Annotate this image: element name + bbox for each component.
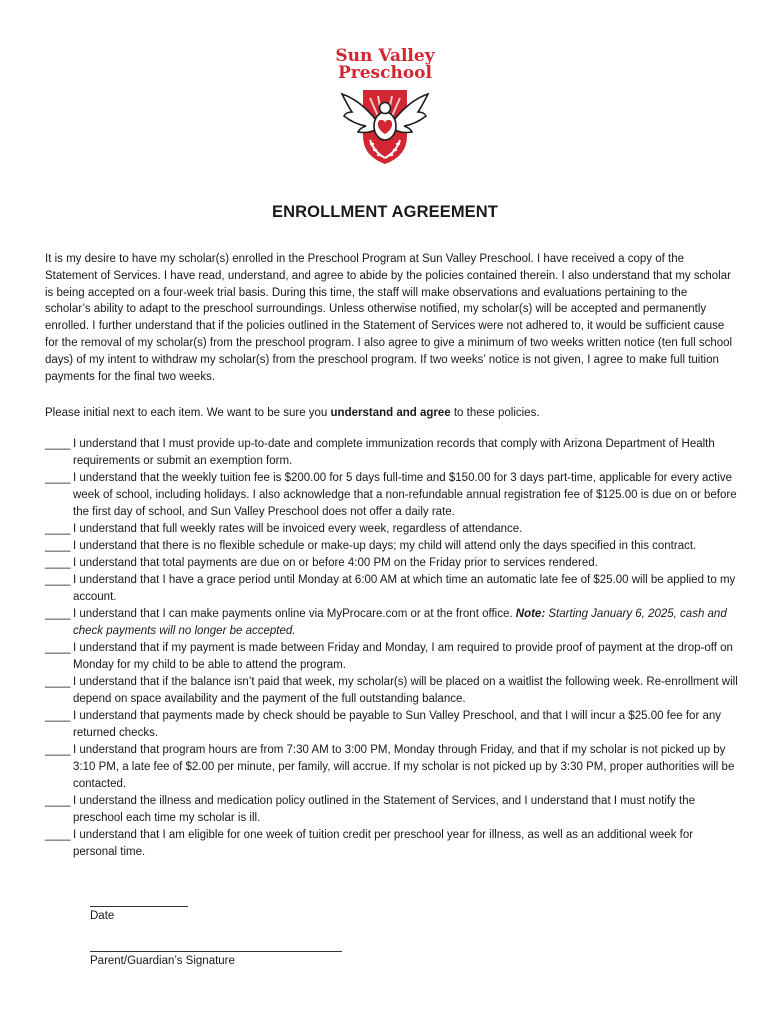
policy-item <box>45 470 740 521</box>
initial-blank[interactable]: ____ <box>45 795 71 807</box>
guardian-signature-label: Parent/Guardian’s Signature <box>90 955 235 967</box>
guardian-signature-line[interactable] <box>90 951 342 952</box>
logo-line-2: Preschool <box>338 63 432 83</box>
policy-text: I understand that payments made by check should be payable to Sun Valley Preschool, and that I will incur a $25.00 fee for any returned checks. <box>73 710 722 739</box>
dove-with-heart-and-laurel-icon <box>342 90 428 164</box>
policy-text: I understand that if my payment is made between Friday and Monday, I am required to provide proof of payment at the drop-off on Monday for my child to be able to attend the program. <box>73 642 733 671</box>
initial-blank[interactable]: ____ <box>45 608 71 620</box>
initial-blank[interactable]: ____ <box>45 540 71 552</box>
note-text: Starting January 6, 2025, cash and check payments will no longer be accepted. <box>73 608 727 637</box>
initial-blank[interactable]: ____ <box>45 523 71 535</box>
policy-text: I understand that I have a grace period until Monday at 6:00 AM at which time an automatic late fee of $25.00 will be applied to my account. <box>73 574 736 603</box>
policy-item <box>45 827 740 861</box>
policy-item <box>45 640 740 674</box>
policy-item <box>45 742 740 793</box>
policy-text: I understand that the weekly tuition fee is $200.00 for 5 days full-time and $150.00 for 3 days part-time, applicable for every active week of school, including holidays. I also acknowledge that a non-refundable annual registration fee of $125.00 is due on or before the first day of school, and Sun Valley Preschool does not offer a daily rate. <box>73 472 737 518</box>
policy-text: I understand that program hours are from 7:30 AM to 3:00 PM, Monday through Friday, and that if my scholar is not picked up by 3:10 PM, a late fee of $2.00 per minute, per family, will accrue. If my scholar is not picked up by 3:30 PM, proper authorities will be contacted. <box>73 744 735 790</box>
policy-item <box>45 538 740 555</box>
date-label: Date <box>90 910 115 922</box>
initial-blank[interactable]: ____ <box>45 438 71 450</box>
page-title: ENROLLMENT AGREEMENT <box>272 203 498 221</box>
policy-item <box>45 521 740 538</box>
policy-text: I understand that I am eligible for one week of tuition credit per preschool year for illness, as well as an additional week for personal time. <box>73 829 694 858</box>
sun-valley-preschool-logo <box>330 44 440 170</box>
note-label: Note: <box>515 608 546 620</box>
date-block <box>90 906 188 922</box>
initial-blank[interactable]: ____ <box>45 829 71 841</box>
initial-blank[interactable]: ____ <box>45 676 71 688</box>
policy-list <box>45 436 740 861</box>
policy-item <box>45 606 740 640</box>
instructions-after: to these policies. <box>450 407 540 419</box>
policy-text: I understand that I can make payments online via MyProcare.com or at the front office. <box>73 608 516 620</box>
policy-text: I understand that full weekly rates will be invoiced every week, regardless of attendance. <box>73 523 523 535</box>
policy-item <box>45 555 740 572</box>
guardian-signature-block <box>90 951 342 967</box>
policy-text: I understand that I must provide up-to-date and complete immunization records that comply with Arizona Department of Health requirements or submit an exemption form. <box>73 438 715 467</box>
logo-line-1: Sun Valley <box>335 46 435 66</box>
initial-blank[interactable]: ____ <box>45 472 71 484</box>
instructions <box>45 405 735 422</box>
instructions-before: Please initial next to each item. We want to be sure you <box>45 407 331 419</box>
date-line[interactable] <box>90 906 188 907</box>
policy-item <box>45 674 740 708</box>
instructions-emphasis: understand and agree <box>330 407 451 419</box>
intro-paragraph: It is my desire to have my scholar(s) enrolled in the Preschool Program at Sun Valley Preschool. I have received a copy of the Statement of Services. I have read, understand, and agree to abide by the policies contained therein. I also understand that my scholar is being accepted on a four-week trial basis. During this time, the staff will make observations and evaluations pertaining to the scholar’s ability to adapt to the preschool surroundings. Unless otherwise notified, my scholar(s) will be accepted and permanently enrolled. I further understand that if the policies outlined in the Statement of Services were not adhered to, it would be sufficient cause for the removal of my scholar(s) from the preschool program. I also agree to give a minimum of two weeks written notice (ten full school days) of my intent to withdraw my scholar(s) from the preschool program. If two weeks’ notice is not given, I agree to make full tuition payments for the final two weeks. <box>45 253 733 383</box>
policy-item <box>45 708 740 742</box>
policy-item <box>45 572 740 606</box>
policy-text: I understand that if the balance isn’t paid that week, my scholar(s) will be placed on a waitlist the following week. Re-enrollment will depend on space availability and the payment of the full outstanding balance. <box>73 676 738 705</box>
policy-text: I understand the illness and medication policy outlined in the Statement of Services, and I understand that I must notify the preschool each time my scholar is ill. <box>73 795 696 824</box>
initial-blank[interactable]: ____ <box>45 557 71 569</box>
initial-blank[interactable]: ____ <box>45 642 71 654</box>
policy-item <box>45 436 740 470</box>
policy-item <box>45 793 740 827</box>
policy-text: I understand that total payments are due on or before 4:00 PM on the Friday prior to services rendered. <box>73 557 598 569</box>
policy-text: I understand that there is no flexible schedule or make-up days; my child will attend only the days specified in this contract. <box>73 540 697 552</box>
initial-blank[interactable]: ____ <box>45 710 71 722</box>
initial-blank[interactable]: ____ <box>45 744 71 756</box>
initial-blank[interactable]: ____ <box>45 574 71 586</box>
